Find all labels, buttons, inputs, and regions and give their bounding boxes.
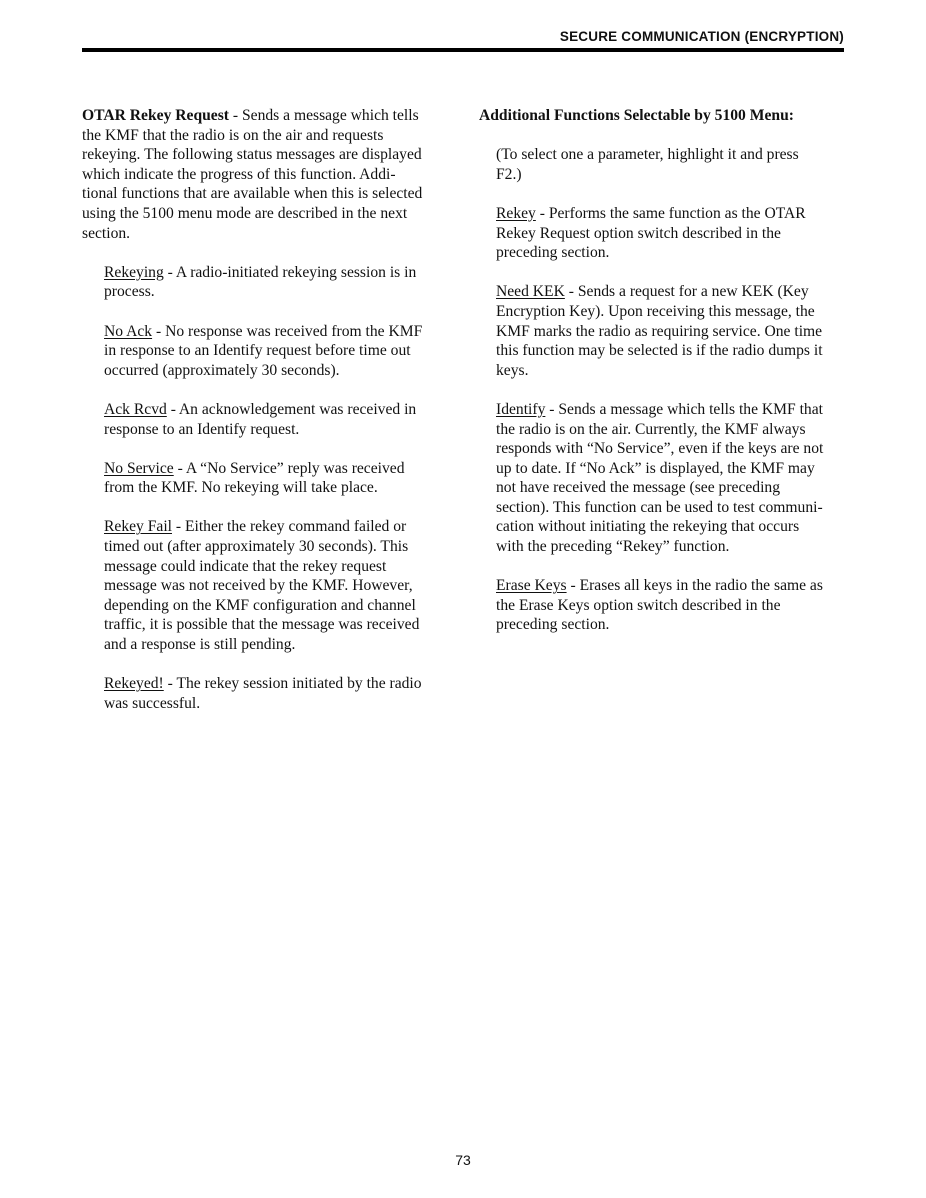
selection-note — [496, 145, 845, 184]
function-line: - Erases all keys in the radio the same as — [566, 577, 823, 595]
function-line: KMF marks the radio as requiring service. One time — [496, 322, 823, 340]
status-line: depending on the KMF configuration and channel — [104, 596, 416, 614]
function-line: responds with “No Service”, even if the keys are not — [496, 440, 824, 458]
status-line: in response to an Identify request before time out — [104, 342, 411, 360]
right-column — [479, 106, 845, 635]
status-term: Rekeyed! — [104, 675, 164, 693]
function-line: the Erase Keys option switch described in the — [496, 596, 781, 614]
page-number: 73 — [455, 1152, 471, 1168]
function-line: - Performs the same function as the OTAR — [535, 204, 806, 222]
status-line: response to an Identify request. — [104, 420, 300, 438]
status-no-service — [104, 459, 446, 498]
paragraph-line: using the 5100 menu mode are described in the next — [82, 204, 408, 222]
function-identify — [496, 400, 845, 557]
note-line: F2.) — [496, 165, 522, 183]
function-line: not have received the message (see preceding — [496, 479, 781, 497]
status-line: - Either the rekey command failed or — [172, 518, 407, 536]
paragraph-line: section. — [82, 224, 131, 242]
status-line: occurred (approximately 30 seconds). — [104, 361, 340, 379]
status-rekey-fail — [104, 517, 446, 654]
status-line: - No response was received from the KMF — [152, 322, 423, 340]
status-line: - An acknowledgement was received in — [166, 400, 417, 418]
function-term: Erase Keys — [496, 577, 567, 595]
paragraph-line: tional functions that are available when this is selected — [82, 185, 423, 203]
function-rekey — [496, 204, 845, 263]
status-rekeying — [104, 263, 446, 302]
additional-functions-heading: Additional Functions Selectable by 5100 Menu: — [479, 107, 794, 124]
status-term: Rekeying — [104, 263, 164, 281]
otar-rekey-request-term: OTAR Rekey Request — [82, 107, 229, 124]
status-no-ack — [104, 322, 446, 381]
paragraph-line: the KMF that the radio is on the air and requests — [82, 126, 384, 144]
status-line: timed out (after approximately 30 seconds). This — [104, 538, 409, 556]
function-term: Need KEK — [496, 283, 565, 301]
header-rule — [82, 48, 844, 52]
function-line: with the preceding “Rekey” function. — [496, 538, 730, 556]
status-line: message could indicate that the rekey request — [104, 557, 387, 575]
function-line: preceding section. — [496, 244, 610, 262]
otar-rekey-request-paragraph — [82, 106, 446, 243]
section-title: SECURE COMMUNICATION (ENCRYPTION) — [559, 29, 844, 44]
function-need-kek — [496, 282, 845, 380]
note-line: (To select one a parameter, highlight it and press — [496, 146, 799, 164]
status-line: was successful. — [104, 694, 201, 712]
function-line: Rekey Request option switch described in the — [496, 224, 781, 242]
status-line: message was not received by the KMF. However, — [104, 577, 413, 595]
status-line: - A radio-initiated rekeying session is in — [163, 263, 417, 281]
paragraph-line: - Sends a message which tells — [228, 107, 419, 124]
function-line: - Sends a request for a new KEK (Key — [564, 283, 809, 301]
status-rekeyed — [104, 674, 446, 713]
function-line: this function may be selected is if the radio dumps it — [496, 342, 823, 360]
function-line: Encryption Key). Upon receiving this message, the — [496, 302, 815, 320]
status-line: and a response is still pending. — [104, 636, 296, 654]
paragraph-line: rekeying. The following status messages are displayed — [82, 146, 422, 164]
status-line: process. — [104, 283, 155, 301]
function-term: Rekey — [496, 204, 536, 222]
status-term: No Service — [104, 459, 174, 477]
function-line: - Sends a message which tells the KMF that — [545, 400, 823, 418]
function-erase-keys — [496, 576, 845, 635]
status-line: - The rekey session initiated by the radio — [163, 675, 422, 693]
function-line: the radio is on the air. Currently, the KMF always — [496, 420, 806, 438]
function-line: up to date. If “No Ack” is displayed, the KMF may — [496, 459, 815, 477]
status-term: Rekey Fail — [104, 518, 172, 536]
status-line: traffic, it is possible that the message was received — [104, 616, 420, 634]
function-line: section). This function can be used to test communi- — [496, 498, 823, 516]
paragraph-line: which indicate the progress of this function. Addi- — [82, 165, 396, 183]
function-line: preceding section. — [496, 616, 610, 634]
left-column — [82, 106, 446, 713]
function-line: cation without initiating the rekeying that occurs — [496, 518, 800, 536]
function-line: keys. — [496, 361, 529, 379]
status-term: No Ack — [104, 322, 153, 340]
status-ack-rcvd — [104, 400, 446, 439]
function-term: Identify — [496, 400, 546, 418]
status-line: - A “No Service” reply was received — [173, 459, 405, 477]
status-term: Ack Rcvd — [104, 400, 167, 418]
status-line: from the KMF. No rekeying will take place. — [104, 479, 378, 497]
